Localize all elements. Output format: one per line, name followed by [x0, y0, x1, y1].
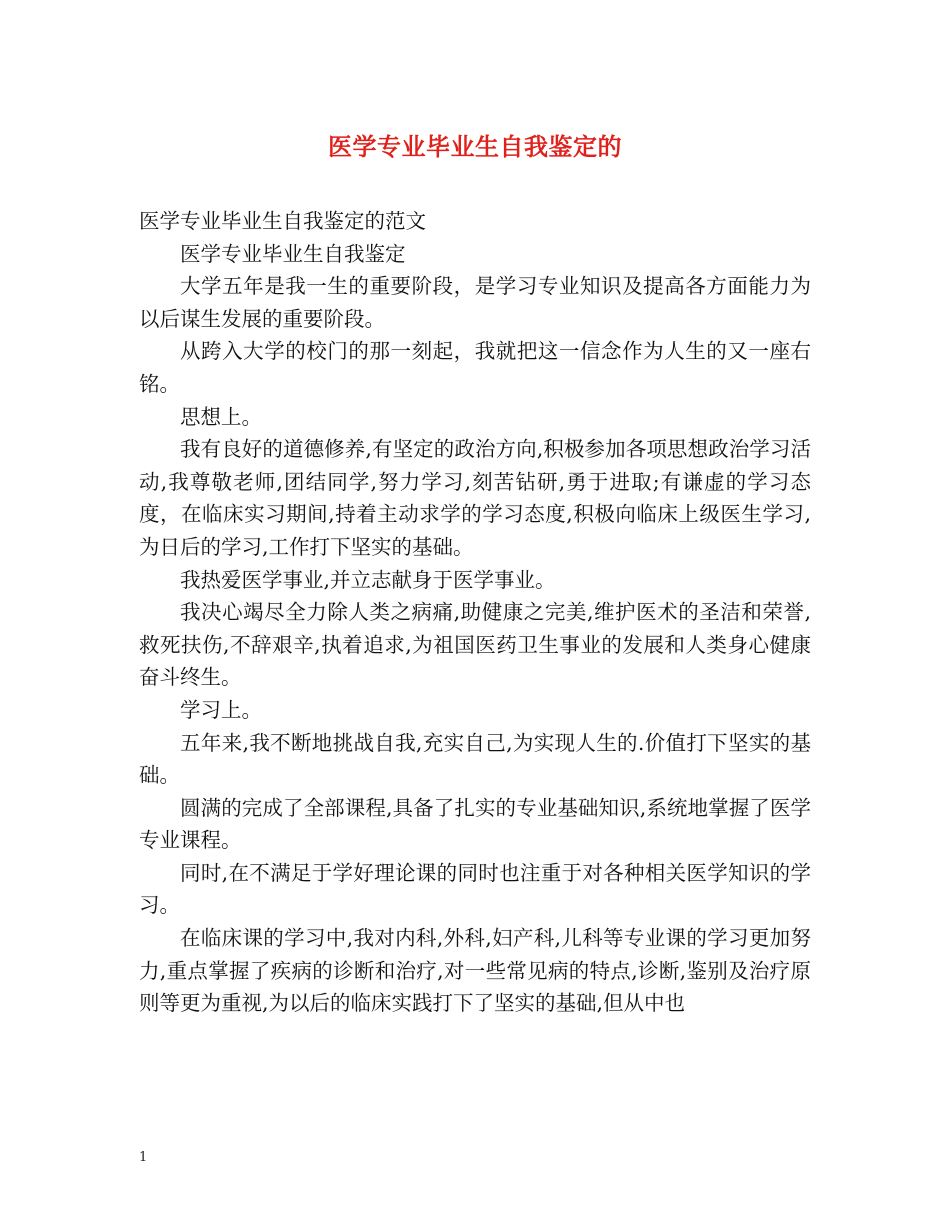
paragraph: 我有良好的道德修养,有坚定的政治方向,积极参加各项思想政治学习活动,我尊敬老师,团结同学,努力学习,刻苦钻研,勇于进取;有谦虚的学习态度，在临床实习期间,持着主动求学的学习态度,积极向临床上级医生学习,为日后的学习,工作打下坚实的基础。: [139, 437, 811, 559]
paragraph-subtitle: 医学专业毕业生自我鉴定的范文: [139, 209, 426, 233]
paragraph: 从跨入大学的校门的那一刻起，我就把这一信念作为人生的又一座右铭。: [139, 339, 811, 396]
document-body: [139, 205, 811, 1020]
paragraph-heading: 医学专业毕业生自我鉴定: [180, 241, 406, 266]
paragraph: 五年来,我不断地挑战自我,充实自己,为实现人生的.价值打下坚实的基础。: [139, 730, 811, 788]
paragraph: 大学五年是我一生的重要阶段，是学习专业知识及提高各方面能力为以后谋生发展的重要阶段。: [139, 274, 811, 331]
section-heading-study: 学习上。: [180, 697, 262, 722]
page-number: 1: [139, 1150, 148, 1165]
section-heading-thought: 思想上。: [180, 404, 262, 429]
document-title: 医学专业毕业生自我鉴定的: [328, 132, 622, 161]
paragraph: 在临床课的学习中,我对内科,外科,妇产科,儿科等专业课的学习更加努力,重点掌握了疾病的诊断和治疗,对一些常见病的特点,诊断,鉴别及治疗原则等更为重视,为以后的临床实践打下了坚实的基础,但从中也: [139, 926, 811, 1016]
paragraph: 我热爱医学事业,并立志献身于医学事业。: [180, 567, 556, 592]
paragraph: 圆满的完成了全部课程,具备了扎实的专业基础知识,系统地掌握了医学专业课程。: [139, 795, 811, 853]
paragraph: 我决心竭尽全力除人类之病痛,助健康之完美,维护医术的圣洁和荣誉,救死扶伤,不辞艰辛,执着追求,为祖国医药卫生事业的发展和人类身心健康奋斗终生。: [139, 600, 811, 690]
paragraph: 同时,在不满足于学好理论课的同时也注重于对各种相关医学知识的学习。: [139, 860, 811, 918]
